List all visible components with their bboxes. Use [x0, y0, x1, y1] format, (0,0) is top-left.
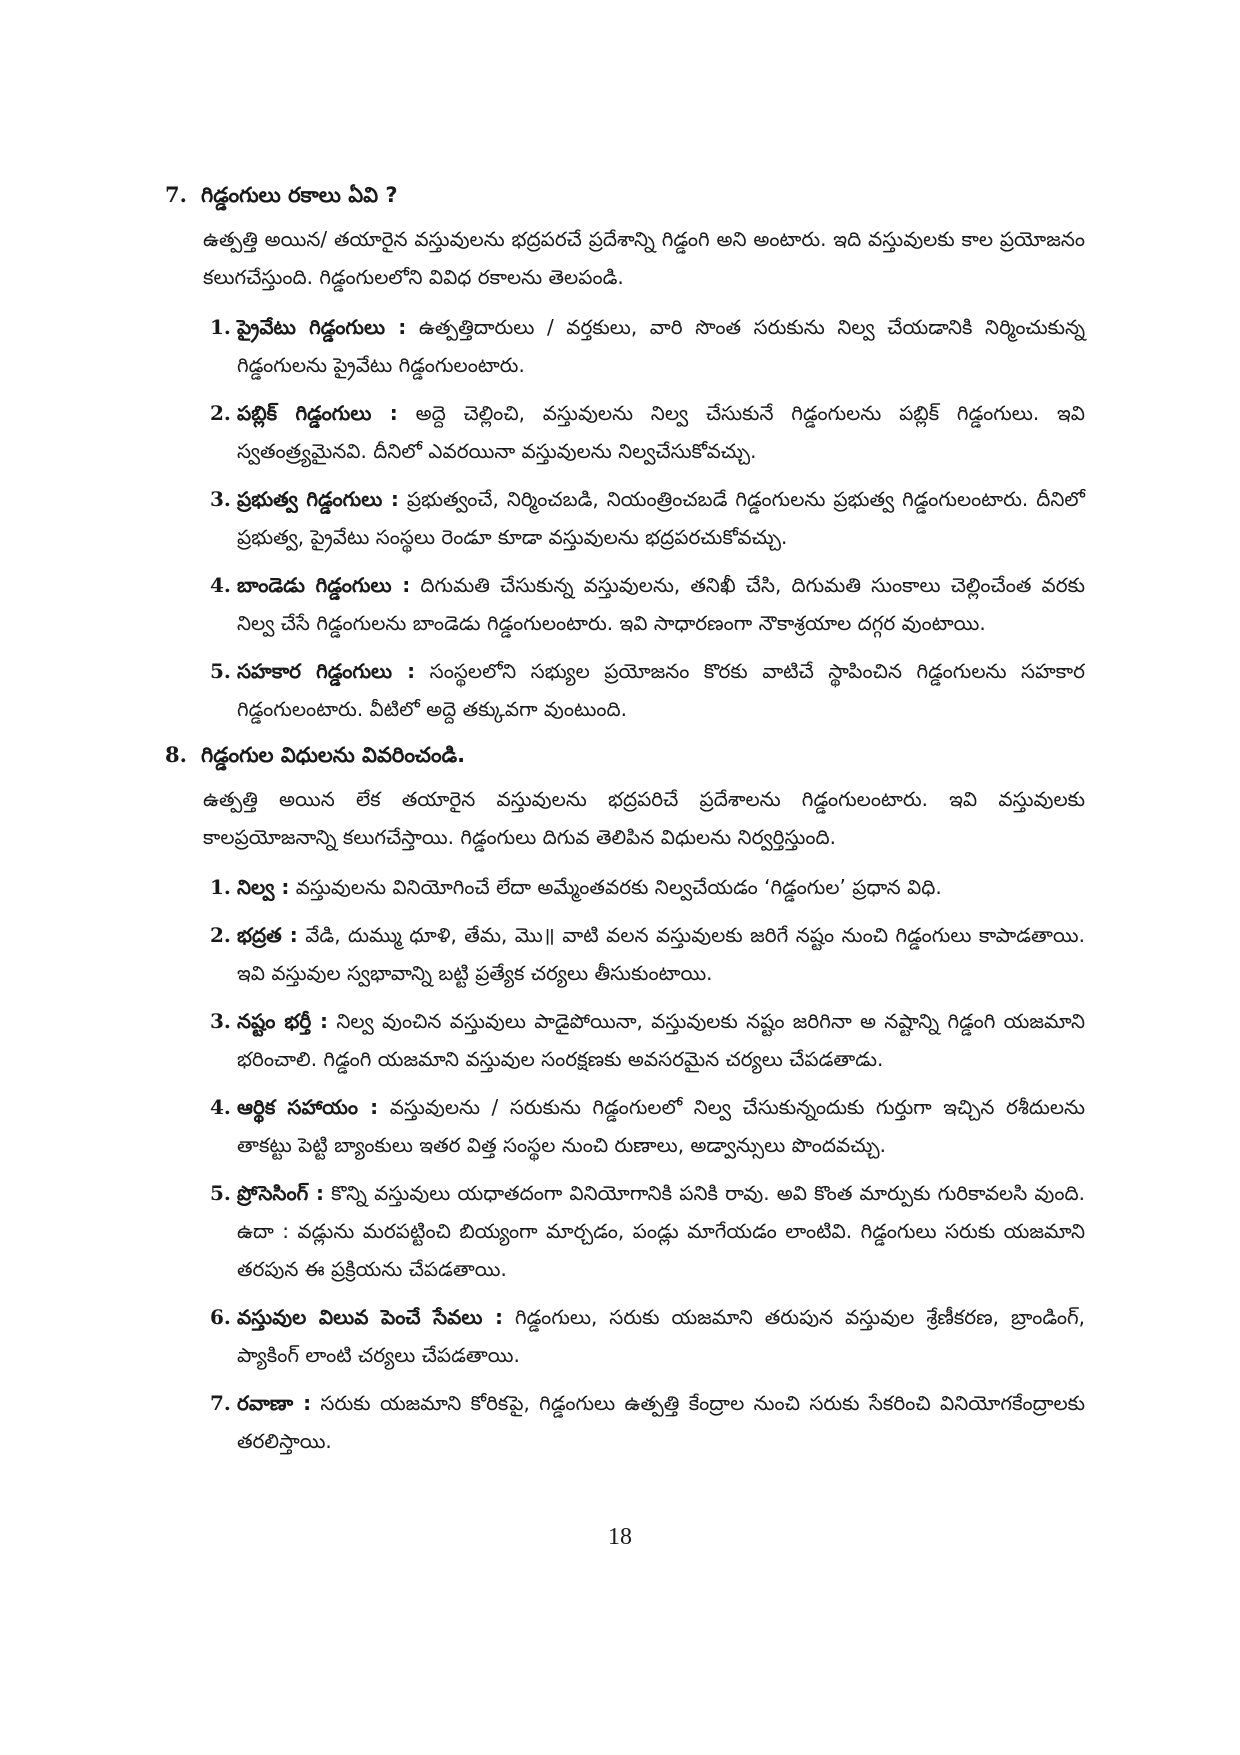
item-term: వస్తువుల విలువ పెంచే సేవలు : — [237, 1305, 504, 1329]
item-number: 4. — [210, 1095, 231, 1119]
item-body — [237, 394, 1085, 470]
item-text: ప్రభుత్వంచే, నిర్మించబడి, నియంత్రించబడే గిడ్డంగులను ప్రభుత్వ గిడ్డంగులంటారు. దీనిలో ప్రభుత్వ, ప్రైవేటు సంస్థలు రెండూ కూడా వస్తువులను భద్రపరచుకోవచ్చు. — [237, 487, 1085, 549]
list-item — [210, 1298, 1085, 1374]
item-number: 2. — [210, 923, 231, 947]
list-item — [210, 1174, 1085, 1288]
item-text: గిడ్డంగులు, సరుకు యజమాని తరుపున వస్తువుల శ్రేణీకరణ, బ్రాండింగ్, ప్యాకింగ్ లాంటి చర్యలు చేపడతాయి. — [237, 1305, 1085, 1367]
list-item — [210, 394, 1085, 470]
item-term: భద్రత : — [237, 923, 298, 947]
item-text: నిల్వ వుంచిన వస్తువులు పాడైపోయినా, వస్తువులకు నష్టం జరిగినా అ నష్టాన్ని గిడ్డంగి యజమాని భరించాలి. గిడ్డంగి యజమాని వస్తువుల సంరక్షణకు అవసరమైన చర్యలు చేపడతాడు. — [237, 1009, 1086, 1071]
item-text: అద్దె చెల్లించి, వస్తువులను నిల్వ చేసుకునే గిడ్డంగులను పబ్లిక్ గిడ్డంగులు. ఇవి స్వతంత్ర్యమైనవి. దీనిలో ఎవరయినా వస్తువులను నిల్వచేసుకోవచ్చు. — [237, 401, 1086, 463]
list-item — [210, 1002, 1085, 1078]
list-item — [210, 1088, 1085, 1164]
item-text: సంస్థలలోని సభ్యుల ప్రయోజనం కొరకు వాటిచే స్థాపించిన గిడ్డంగులను సహకార గిడ్డంగులంటారు. వీటిలో అద్దె తక్కువగా వుంటుంది. — [237, 659, 1086, 721]
item-body — [237, 652, 1085, 728]
item-body — [237, 868, 1085, 906]
item-term: ఆర్థిక సహాయం : — [237, 1095, 379, 1119]
list-item — [210, 1384, 1085, 1460]
item-body — [237, 916, 1085, 992]
warehouse-types-list — [165, 308, 1085, 728]
item-number: 6. — [210, 1305, 231, 1329]
item-number: 3. — [210, 1009, 231, 1033]
item-term: నిల్వ : — [237, 875, 290, 899]
list-item — [210, 308, 1085, 384]
item-body — [237, 308, 1085, 384]
question-title: గిడ్డంగుల విధులను వివరించండి. — [201, 743, 466, 767]
item-number: 1. — [210, 875, 231, 899]
item-term: ప్రభుత్వ గిడ్డంగులు : — [237, 487, 399, 511]
item-number: 3. — [210, 487, 231, 511]
item-text: సరుకు యజమాని కోరికపై, గిడ్డంగులు ఉత్పత్తి కేంద్రాల నుంచి సరుకు సేకరించి వినియోగకేంద్రాలకు తరలిస్తాయి. — [237, 1391, 1085, 1453]
list-item — [210, 652, 1085, 728]
item-number: 7. — [210, 1391, 231, 1415]
item-text: వస్తువులను వినియోగించే లేదా అమ్మేంతవరకు నిల్వచేయడం ‘గిడ్డంగుల’ ప్రధాన విధి. — [295, 875, 942, 899]
warehouse-functions-list — [165, 868, 1085, 1460]
question-number: 8. — [165, 742, 187, 767]
item-body — [237, 1088, 1085, 1164]
item-text: ఉత్పత్తిదారులు / వర్తకులు, వారి సొంత సరుకును నిల్వ చేయడానికి నిర్మించుకున్న గిడ్డంగులను ప్రైవేటు గిడ్డంగులంటారు. — [237, 315, 1086, 377]
item-body — [237, 1002, 1085, 1078]
question-number: 7. — [165, 182, 187, 207]
item-number: 2. — [210, 401, 231, 425]
item-body — [237, 480, 1085, 556]
question-title: గిడ్డంగులు రకాలు ఏవి ? — [201, 183, 398, 207]
question-8-section — [165, 738, 1085, 1460]
item-number: 5. — [210, 659, 231, 683]
item-text: దిగుమతి చేసుకున్న వస్తువులను, తనిఖీ చేసి, దిగుమతి సుంకాలు చెల్లించేంత వరకు నిల్వ చేసే గిడ్డంగులను బాండెడు గిడ్డంగులంటారు. ఇవి సాధారణంగా నౌకాశ్రయాల దగ్గర వుంటాయి. — [237, 573, 1085, 635]
item-body — [237, 1174, 1085, 1288]
item-term: బాండెడు గిడ్డంగులు : — [237, 573, 411, 597]
item-term: నష్టం భర్తీ : — [237, 1009, 329, 1033]
item-number: 4. — [210, 573, 231, 597]
list-item — [210, 916, 1085, 992]
item-text: వేడి, దుమ్ము ధూళి, తేమ, మొ॥ వాటి వలన వస్తువులకు జరిగే నష్టం నుంచి గిడ్డంగులు కాపాడతాయి. ఇవి వస్తువుల స్వభావాన్ని బట్టి ప్రత్యేక చర్యలు తీసుకుంటాయి. — [237, 923, 1085, 985]
item-term: ప్రోసెసింగ్ : — [237, 1181, 324, 1205]
item-term: ప్రైవేటు గిడ్డంగులు : — [237, 315, 407, 339]
page-number: 18 — [608, 1524, 632, 1550]
list-item — [210, 566, 1085, 642]
item-text: వస్తువులను / సరుకును గిడ్డంగులలో నిల్వ చేసుకున్నందుకు గుర్తుగా ఇచ్చిన రశీదులను తాకట్టు పెట్టి బ్యాంకులు ఇతర విత్త సంస్థల నుంచి రుణాలు, అడ్వాన్సులు పొందవచ్చు. — [237, 1095, 1086, 1157]
item-term: రవాణా : — [237, 1391, 312, 1415]
item-term: సహకార గిడ్డంగులు : — [237, 659, 416, 683]
item-number: 5. — [210, 1181, 231, 1205]
item-body — [237, 1298, 1085, 1374]
list-item — [210, 480, 1085, 556]
question-heading — [165, 738, 1085, 772]
item-term: పబ్లిక్ గిడ్డంగులు : — [237, 401, 398, 425]
item-body — [237, 566, 1085, 642]
item-number: 1. — [210, 315, 231, 339]
question-intro: ఉత్పత్తి అయిన లేక తయారైన వస్తువులను భద్రపరిచే ప్రదేశాలను గిడ్డంగులంటారు. ఇవి వస్తువులకు కాలప్రయోజనాన్ని కలుగచేస్తాయి. గిడ్డంగులు దిగువ తెలిపిన విధులను నిర్వర్తిస్తుంది. — [203, 787, 1085, 849]
item-text: కొన్ని వస్తువులు యధాతదంగా వినియోగానికి పనికి రావు. అవి కొంత మార్పుకు గురికావలసి వుంది. ఉదా : వడ్లును మరపట్టించి బియ్యంగా మార్చడం, పండ్లు మాగేయడం లాంటివి. గిడ్డంగులు సరుకు యజమాని తరపున ఈ ప్రక్రియను చేపడతాయి. — [237, 1181, 1085, 1281]
question-7-section — [165, 178, 1085, 728]
question-heading — [165, 178, 1085, 212]
page-content — [165, 178, 1085, 1470]
list-item — [210, 868, 1085, 906]
item-body — [237, 1384, 1085, 1460]
question-intro: ఉత్పత్తి అయిన/ తయారైన వస్తువులను భద్రపరచే ప్రదేశాన్ని గిడ్డంగి అని అంటారు. ఇది వస్తువులకు కాల ప్రయోజనం కలుగచేస్తుంది. గిడ్డంగులలోని వివిధ రకాలను తెలపండి. — [203, 227, 1085, 289]
